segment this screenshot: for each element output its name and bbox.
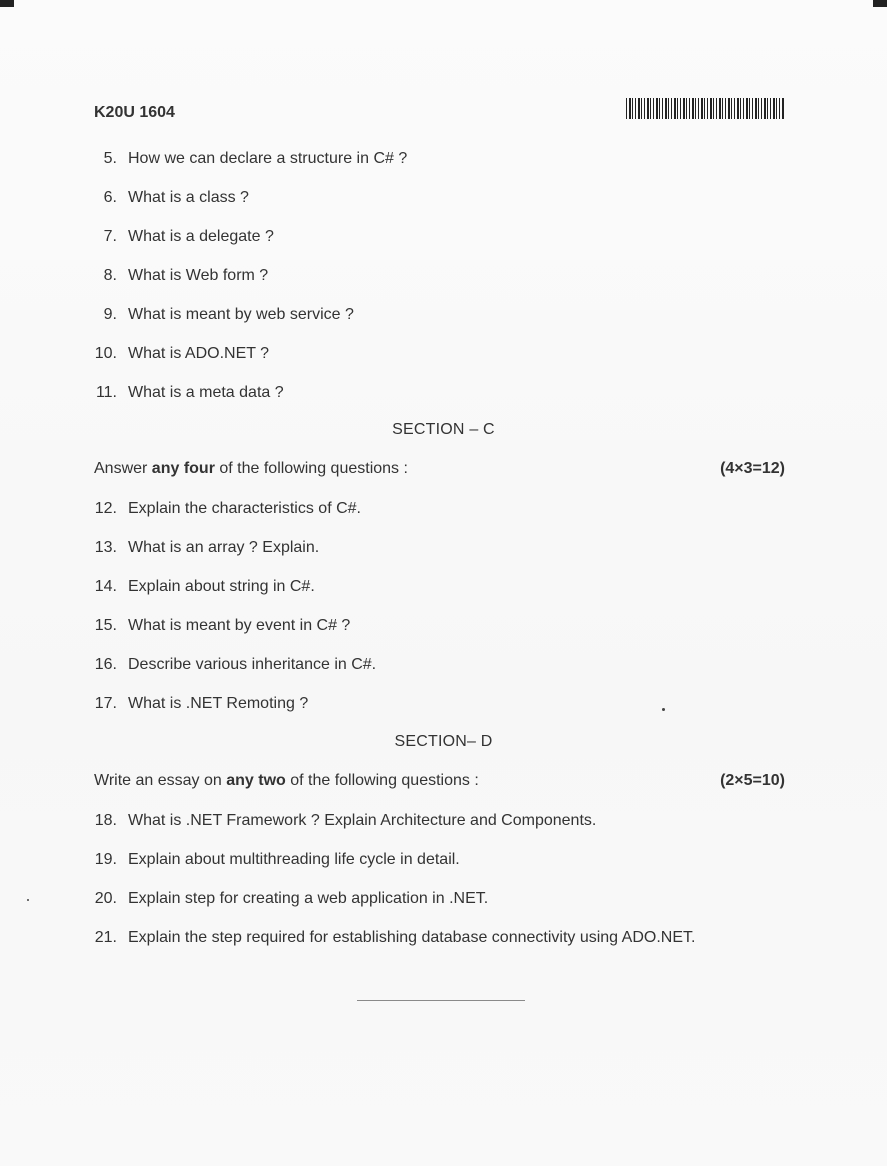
- section-d-instruction: Write an essay on any two of the following questions :: [94, 772, 479, 789]
- barcode-icon: [626, 98, 784, 119]
- scan-speck: [27, 899, 29, 901]
- section-c-instruction: Answer any four of the following questions :: [94, 460, 408, 477]
- exam-page: K20U 1604 5. How we can declare a structure in C# ? 6. What is a class ? 7. What is a delegate ? 8. What is Web form ? 9. What is meant by web service ? 10. What is ADO.NET ? 11. What is a meta data ? SECTION – C Answer any four of the following questions : (4×3=12) 12. Explain the characteristics of C#. 13. What is an array ? Explain. 14. Explain about string in C#. 15. What is meant by event in C# ? 16. Describe various inheritance in C#. 17. What is .NET Remoting ? SECTION– D Write an essay on any two of the following questions : (2×5=10) 18. What is .NET Framework ? Explain Architecture and Components. 19. Explain about multithreading life cycle in detail. 20. Explain step for creating a web application in .NET. 21. Explain the step required for establishing database connectivity using ADO.NET.: [0, 0, 887, 1166]
- scan-corner-mark: [873, 0, 887, 7]
- section-d-title: SECTION– D: [394, 733, 493, 750]
- scan-corner-mark: [0, 0, 14, 7]
- section-d-marks: (2×5=10): [720, 772, 785, 789]
- section-c-title: SECTION – C: [392, 421, 495, 438]
- section-c-marks: (4×3=12): [720, 460, 785, 477]
- scan-speck: [662, 708, 665, 711]
- end-divider: [357, 1000, 525, 1001]
- paper-code: K20U 1604: [94, 104, 175, 121]
